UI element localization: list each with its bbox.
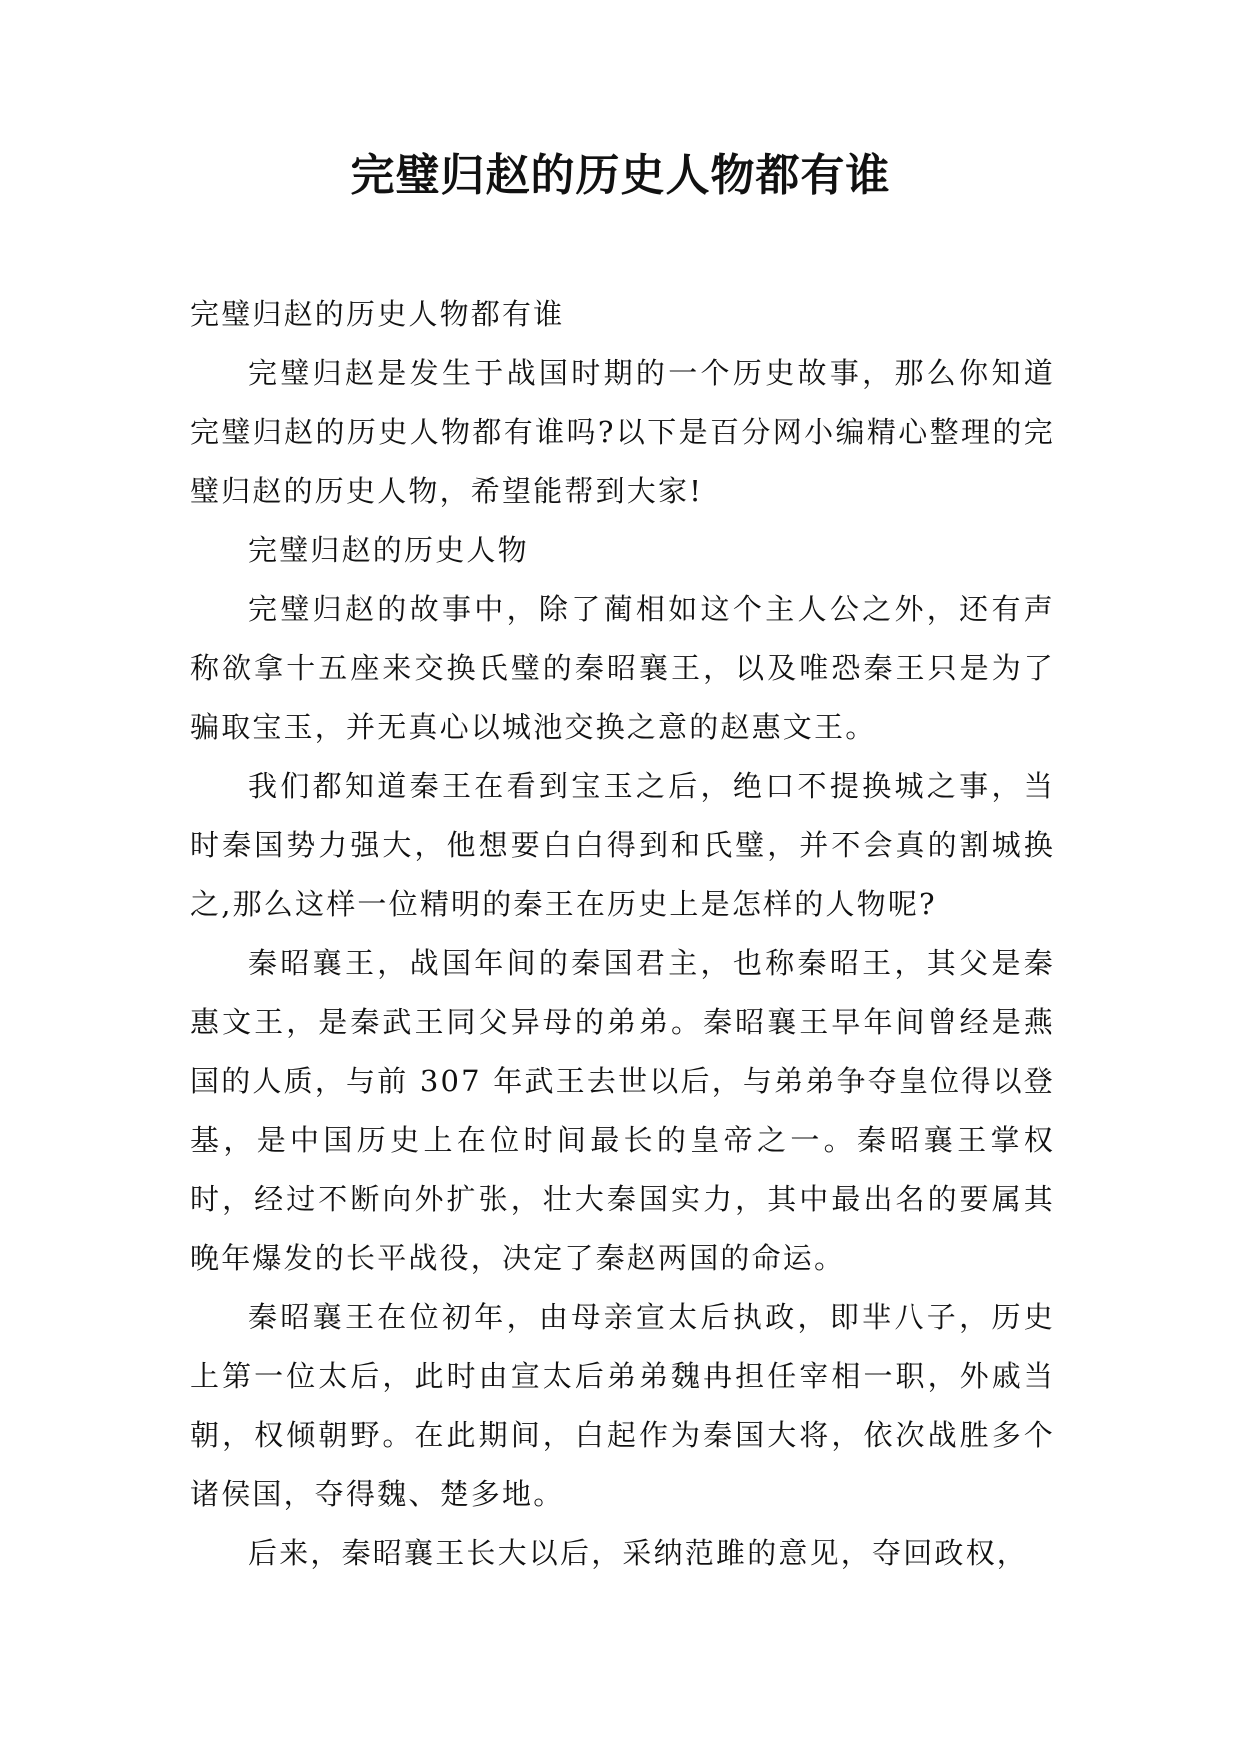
document-body bbox=[190, 285, 1055, 1583]
paragraph-subtitle: 完璧归赵的历史人物都有谁 bbox=[190, 297, 565, 331]
document-title: 完璧归赵的历史人物都有谁 bbox=[350, 150, 891, 201]
paragraph-later-reign: 后来，秦昭襄王长大以后，采纳范雎的意见，夺回政权， bbox=[248, 1536, 1029, 1570]
paragraph-intro: 完璧归赵是发生于战国时期的一个历史故事，那么你知道完璧归赵的历史人物都有谁吗?以下是百分网小编精心整理的完璧归赵的历史人物，希望能帮到大家! bbox=[190, 356, 1055, 508]
paragraph-characters: 完璧归赵的故事中，除了蔺相如这个主人公之外，还有声称欲拿十五座来交换氏璧的秦昭襄王，以及唯恐秦王只是为了骗取宝玉，并无真心以城池交换之意的赵惠文王。 bbox=[190, 592, 1055, 744]
paragraph-early-reign: 秦昭襄王在位初年，由母亲宣太后执政，即芈八子，历史上第一位太后，此时由宣太后弟弟魏冉担任宰相一职，外戚当朝，权倾朝野。在此期间，白起作为秦国大将，依次战胜多个诸侯国，夺得魏、楚多地。 bbox=[190, 1300, 1055, 1511]
paragraph-zhaoxiang-bio: 秦昭襄王，战国年间的秦国君主，也称秦昭王，其父是秦惠文王，是秦武王同父异母的弟弟。秦昭襄王早年间曾经是燕国的人质，与前 307 年武王去世以后，与弟弟争夺皇位得以登基，是中国历史上在位时间最长的皇帝之一。秦昭襄王掌权时，经过不断向外扩张，壮大秦国实力，其中最出名的要属其晚年爆发的长平战役，决定了秦赵两国的命运。 bbox=[190, 946, 1055, 1275]
paragraph-qin-king: 我们都知道秦王在看到宝玉之后，绝口不提换城之事，当时秦国势力强大，他想要白白得到和氏璧，并不会真的割城换之,那么这样一位精明的秦王在历史上是怎样的人物呢? bbox=[190, 769, 1055, 921]
paragraph-section-heading: 完璧归赵的历史人物 bbox=[248, 533, 529, 567]
